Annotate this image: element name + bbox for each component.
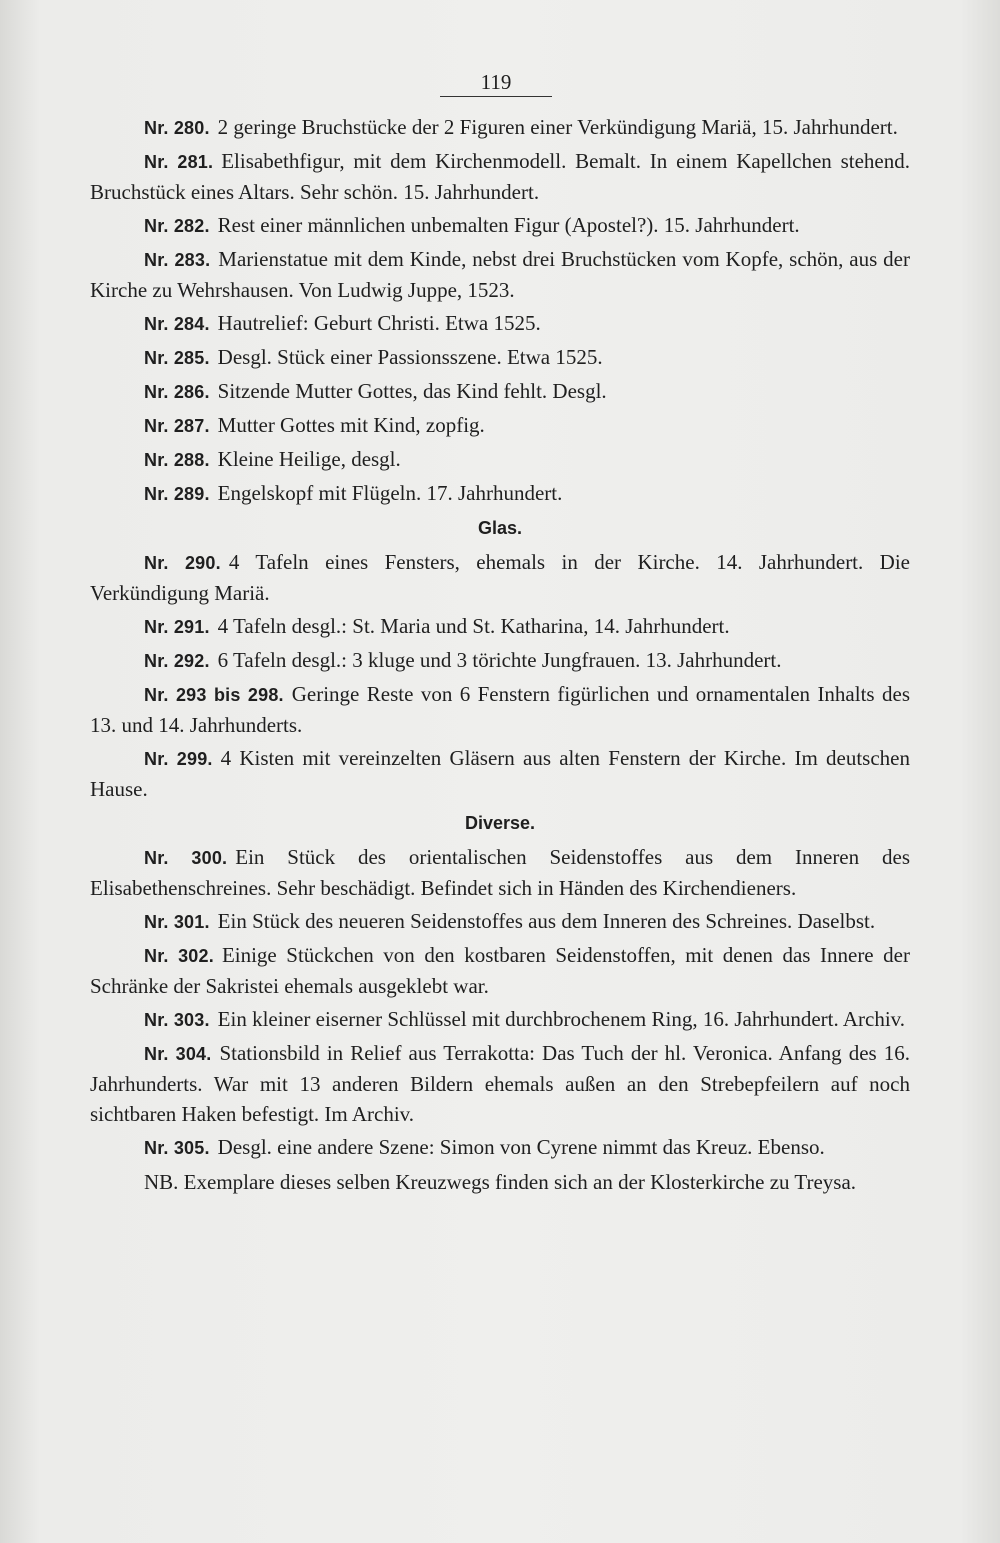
entry-text: Sitzende Mutter Gottes, das Kind fehlt. Desgl.: [217, 379, 607, 403]
catalog-entry: [90, 112, 910, 143]
entry-number: Nr. 280.: [144, 118, 210, 138]
entry-number: Nr. 287.: [144, 416, 210, 436]
entry-number: Nr. 301.: [144, 912, 210, 932]
catalog-entry: [90, 478, 910, 509]
entry-number: Nr. 291.: [144, 617, 210, 637]
entry-number: Nr. 292.: [144, 651, 210, 671]
entry-text: Hautrelief: Geburt Christi. Etwa 1525.: [217, 311, 541, 335]
catalog-content: [90, 112, 910, 1197]
entry-text: Ein kleiner eiserner Schlüssel mit durchbrochenem Ring, 16. Jahrhundert. Archiv.: [217, 1007, 906, 1031]
entry-text: 4 Tafeln desgl.: St. Maria und St. Katharina, 14. Jahrhundert.: [217, 614, 730, 638]
entry-text: 4 Tafeln eines Fensters, ehemals in der Kirche. 14. Jahrhundert. Die Verkündigung Mariä.: [90, 550, 910, 605]
entry-text: Ein Stück des orientalischen Seidenstoffes aus dem Inneren des Elisabethenschreines. Sehr beschädigt. Befindet sich in Händen des Kirchendieners.: [90, 845, 910, 900]
entry-number: Nr. 305.: [144, 1138, 210, 1158]
entry-text: Desgl. eine andere Szene: Simon von Cyrene nimmt das Kreuz. Ebenso.: [217, 1135, 825, 1159]
catalog-entry: [90, 547, 910, 608]
entry-number: Nr. 282.: [144, 216, 210, 236]
entry-number: Nr. 303.: [144, 1010, 210, 1030]
catalog-entry: [90, 906, 910, 937]
entry-number: Nr. 302.: [144, 946, 214, 966]
entries-section-a: [90, 112, 910, 509]
catalog-entry: [90, 410, 910, 441]
entry-number: Nr. 299.: [144, 749, 213, 769]
entry-text: Einige Stückchen von den kostbaren Seidenstoffen, mit denen das Innere der Schränke der Sakristei ehemals ausgeklebt war.: [90, 943, 910, 998]
entry-number: Nr. 289.: [144, 484, 210, 504]
catalog-entry: [90, 244, 910, 305]
entry-number: Nr. 285.: [144, 348, 210, 368]
entry-number: Nr. 283.: [144, 250, 211, 270]
entry-text: Marienstatue mit dem Kinde, nebst drei Bruchstücken vom Kopfe, schön, aus der Kirche zu Wehrshausen. Von Ludwig Juppe, 1523.: [90, 247, 910, 302]
catalog-entry: [90, 146, 910, 207]
entry-text: 2 geringe Bruchstücke der 2 Figuren einer Verkündigung Mariä, 15. Jahrhundert.: [217, 115, 898, 139]
catalog-entry: [90, 444, 910, 475]
catalog-entry: [90, 842, 910, 903]
catalog-entry: [90, 1038, 910, 1129]
entries-section-glas: [90, 547, 910, 804]
entry-text: Kleine Heilige, desgl.: [217, 447, 401, 471]
catalog-entry: [90, 645, 910, 676]
page-number-rule: [440, 96, 552, 97]
entry-text: Engelskopf mit Flügeln. 17. Jahrhundert.: [217, 481, 563, 505]
entry-number: Nr. 281.: [144, 152, 214, 172]
section-heading-glas: Glas.: [477, 518, 523, 538]
entry-text: Desgl. Stück einer Passionsszene. Etwa 1525.: [217, 345, 603, 369]
entry-number: Nr. 286.: [144, 382, 210, 402]
page-number: 119: [480, 70, 512, 94]
catalog-entry: [90, 679, 910, 740]
entry-number: Nr. 288.: [144, 450, 210, 470]
catalog-entry: [90, 1132, 910, 1163]
entry-text: Rest einer männlichen unbemalten Figur (Apostel?). 15. Jahrhundert.: [217, 213, 800, 237]
entry-text: Mutter Gottes mit Kind, zopfig.: [217, 413, 485, 437]
catalog-entry: [90, 376, 910, 407]
catalog-entry: [90, 611, 910, 642]
catalog-entry: [90, 210, 910, 241]
footnote-nb: NB. Exemplare dieses selben Kreuzwegs finden sich an der Klosterkirche zu Treysa.: [144, 1170, 857, 1194]
entry-number: Nr. 300.: [144, 848, 228, 868]
entry-text: Elisabethfigur, mit dem Kirchenmodell. Bemalt. In einem Kapellchen stehend. Bruchstück eines Altars. Sehr schön. 15. Jahrhundert.: [90, 149, 911, 204]
section-heading-diverse: Diverse.: [464, 813, 536, 833]
entry-number: Nr. 293 bis 298.: [144, 685, 284, 705]
catalog-entry: [90, 940, 910, 1001]
entry-text: Ein Stück des neueren Seidenstoffes aus dem Inneren des Schreines. Daselbst.: [217, 909, 876, 933]
entry-number: Nr. 290.: [144, 553, 221, 573]
entry-text: 4 Kisten mit vereinzelten Gläsern aus alten Fenstern der Kirche. Im deutschen Hause.: [90, 746, 910, 801]
catalog-entry: [90, 743, 910, 804]
entry-text: 6 Tafeln desgl.: 3 kluge und 3 törichte Jungfrauen. 13. Jahrhundert.: [217, 648, 782, 672]
catalog-entry: [90, 1004, 910, 1035]
entry-number: Nr. 304.: [144, 1044, 212, 1064]
entry-text: Stationsbild in Relief aus Terrakotta: Das Tuch der hl. Veronica. Anfang des 16. Jahrhunderts. War mit 13 anderen Bildern ehemals außen an den Strebepfeilern auf noch sichtbaren Haken befestigt. Im Archiv.: [90, 1041, 910, 1126]
catalog-entry: [90, 308, 910, 339]
entry-text: Geringe Reste von 6 Fenstern figürlichen und ornamentalen Inhalts des 13. und 14. Jahrhunderts.: [90, 682, 910, 737]
entries-section-diverse: [90, 842, 910, 1163]
entry-number: Nr. 284.: [144, 314, 210, 334]
catalog-entry: [90, 342, 910, 373]
